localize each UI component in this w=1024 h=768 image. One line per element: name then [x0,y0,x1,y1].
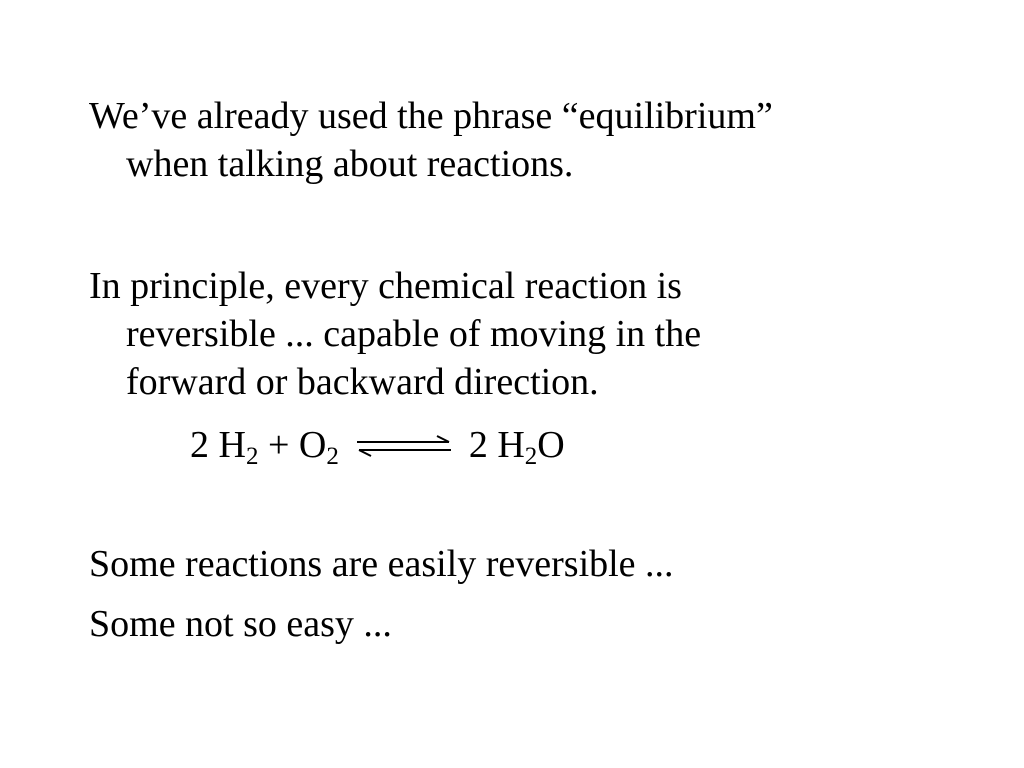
subscript: 2 [524,443,538,470]
equation-reactants [190,421,339,469]
chemical-equation [190,421,565,469]
reactant-oxygen: + O [258,424,327,466]
paragraph-line: forward or backward direction. [126,361,599,403]
product-water-tail: O [537,424,565,466]
paragraph-not-so-easy [89,600,949,648]
paragraph-line: We’ve already used the phrase “equilibrium” [89,95,773,137]
paragraph-equilibrium [89,92,949,188]
paragraph-line: In principle, every chemical reaction is [89,265,682,307]
paragraph-easily-reversible [89,540,949,588]
paragraph-reversible [89,262,949,406]
subscript: 2 [326,443,339,470]
product-water: 2 H [468,424,525,466]
equation-products [469,421,565,469]
subscript: 2 [245,443,259,470]
equilibrium-arrows-icon [355,421,453,469]
paragraph-line: Some not so easy ... [89,603,392,645]
reactant-hydrogen: 2 H [190,424,246,466]
paragraph-line: Some reactions are easily reversible ... [89,543,674,585]
paragraph-line: reversible ... capable of moving in the [126,313,702,355]
paragraph-line: when talking about reactions. [126,143,574,185]
